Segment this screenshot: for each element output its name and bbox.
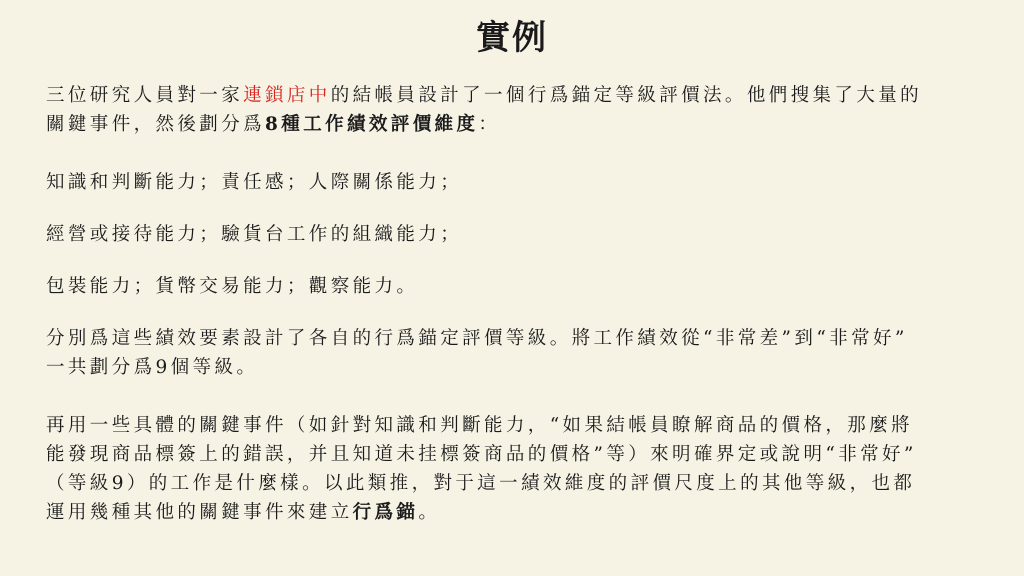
levels-line-1: 分別爲這些績效要素設計了各自的行爲錨定評價等級。將工作績效從“非常差”到“非常好” xyxy=(46,328,908,349)
intro-line-2 xyxy=(46,110,986,139)
dimension-list-3: 包裝能力；貨幣交易能力；觀察能力。 xyxy=(46,276,419,297)
incidents-text-a: 運用幾種其他的關鍵事件來建立 xyxy=(46,502,353,523)
intro-line-1 xyxy=(46,81,986,110)
dimensions-highlight: 8種工作績效評價維度 xyxy=(265,114,479,135)
dimension-list-1: 知識和判斷能力；責任感；人際關係能力； xyxy=(46,172,463,193)
critical-incidents-paragraph xyxy=(46,411,986,527)
intro-paragraph xyxy=(46,81,986,139)
incidents-line-3: （等級9）的工作是什麼樣。以此類推，對于這一績效維度的評價尺度上的其他等級，也都 xyxy=(46,473,916,494)
dimension-list-2: 經營或接待能力；驗貨台工作的組織能力； xyxy=(46,224,463,245)
intro-text-d: ： xyxy=(478,114,501,135)
levels-paragraph xyxy=(46,324,986,382)
intro-text-c: 關鍵事件，然後劃分爲 xyxy=(46,114,266,135)
slide-title: 實例 xyxy=(476,18,548,58)
intro-text-b: 的結帳員設計了一個行爲錨定等級評價法。他們搜集了大量的 xyxy=(330,85,923,106)
incidents-text-b: 。 xyxy=(418,502,441,523)
behavior-anchor-highlight: 行爲錨 xyxy=(352,502,419,523)
intro-text-a: 三位研究人員對一家 xyxy=(46,85,244,106)
incidents-line-4 xyxy=(46,498,986,527)
chain-store-highlight: 連鎖店中 xyxy=(243,85,331,106)
incidents-line-1: 再用一些具體的關鍵事件（如針對知識和判斷能力，“如果結帳員瞭解商品的價格，那麼將 xyxy=(46,415,913,436)
incidents-line-2: 能發現商品標簽上的錯誤，并且知道未挂標簽商品的價格”等）來明確界定或說明“非常好” xyxy=(46,444,917,465)
levels-line-2: 一共劃分爲9個等級。 xyxy=(46,357,259,378)
